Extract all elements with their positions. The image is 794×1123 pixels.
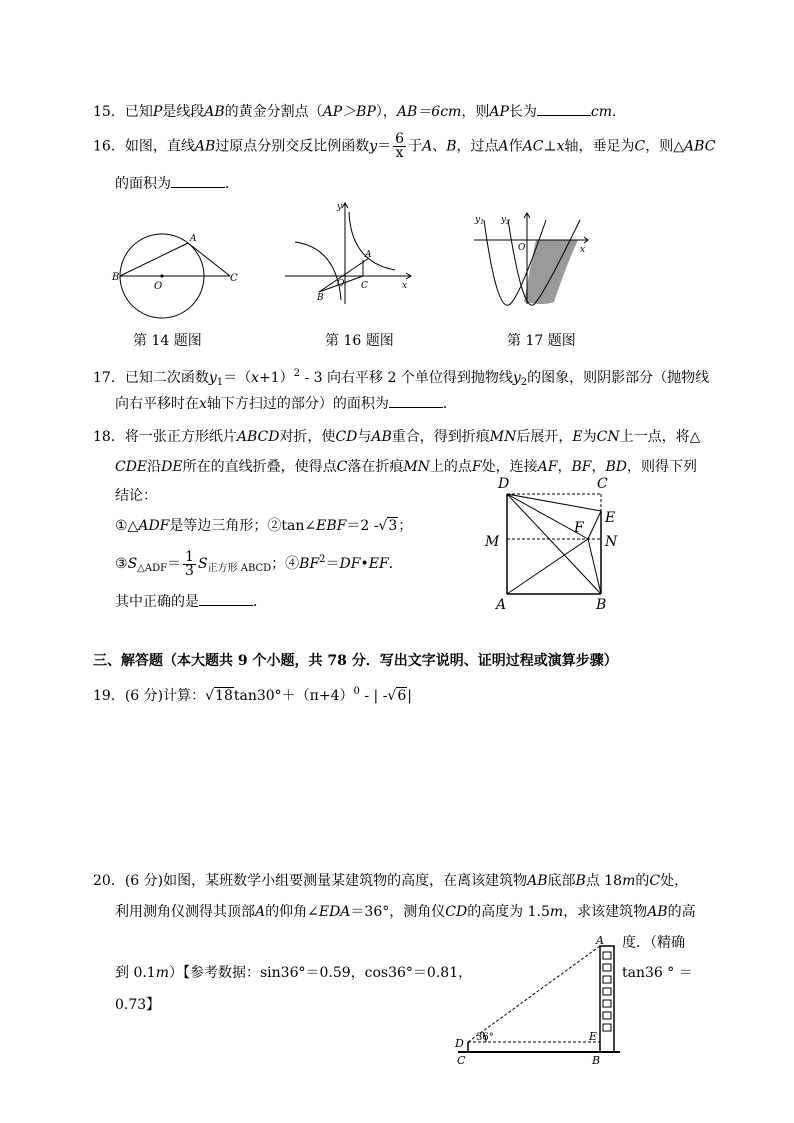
question-19 bbox=[93, 682, 412, 706]
text: 长为 bbox=[508, 104, 537, 120]
var: CD bbox=[445, 904, 468, 920]
sqrt-18: √18 bbox=[205, 688, 233, 704]
text: 点 18 bbox=[585, 873, 623, 889]
label-y1: $y_1$ bbox=[475, 215, 484, 226]
text: - 3 向右平移 2 个单位得到抛物线 bbox=[300, 370, 513, 386]
numerator: 1 bbox=[185, 548, 194, 565]
var: DF bbox=[339, 556, 361, 572]
text: 为 bbox=[582, 429, 597, 445]
var: S bbox=[197, 556, 208, 572]
subscript: 2 bbox=[520, 377, 528, 388]
label-c: C bbox=[230, 273, 238, 284]
label-b: B bbox=[596, 597, 607, 613]
text: 如图，某班数学小组要测量某建筑物的高度，在离该建筑物 bbox=[163, 873, 528, 889]
label-f: F bbox=[574, 520, 584, 536]
var: y bbox=[208, 370, 217, 386]
label-b: B bbox=[112, 272, 120, 283]
label-d: D bbox=[498, 476, 510, 492]
hyperbola-branch-2 bbox=[295, 242, 341, 300]
label-y: y bbox=[337, 202, 343, 212]
center-dot bbox=[160, 274, 163, 277]
text: 上的点 bbox=[429, 459, 472, 475]
label-o: O bbox=[337, 279, 345, 289]
var: MN bbox=[403, 459, 430, 475]
var: CD bbox=[335, 429, 358, 445]
condition: AP＞BP bbox=[322, 104, 376, 120]
text: ，求该建筑物 bbox=[563, 904, 648, 920]
figure-20 bbox=[452, 936, 624, 1068]
question-18-conclusions-3-4 bbox=[115, 545, 403, 584]
segment-af bbox=[507, 539, 588, 594]
subscript: △ADF bbox=[137, 563, 168, 574]
sight-line-da bbox=[468, 946, 600, 1042]
var-p: P bbox=[152, 104, 163, 120]
text: 已知二次函数 bbox=[124, 370, 209, 386]
superscript: 0 bbox=[353, 686, 360, 697]
text: ． bbox=[225, 176, 239, 192]
building bbox=[600, 946, 614, 1052]
label-a: A bbox=[596, 934, 604, 947]
text: ， bbox=[591, 459, 606, 475]
question-16-line2 bbox=[115, 173, 239, 194]
var: C bbox=[634, 138, 646, 155]
subscript: 正方形 ABCD bbox=[207, 563, 272, 574]
answer-blank[interactable] bbox=[171, 173, 225, 188]
radicand: 18 bbox=[215, 688, 233, 704]
label-m: M bbox=[485, 534, 500, 550]
segment-bf bbox=[588, 539, 601, 594]
label-a: A bbox=[190, 234, 197, 244]
text: ，则△ bbox=[645, 138, 685, 155]
text: 、 bbox=[432, 138, 447, 155]
figure-18 bbox=[484, 476, 624, 616]
radicand: 6 bbox=[397, 688, 407, 704]
var: E bbox=[572, 429, 583, 445]
var: BF bbox=[299, 556, 320, 572]
var: AB bbox=[527, 873, 548, 889]
text: • bbox=[360, 556, 369, 572]
unit: m bbox=[549, 904, 564, 920]
text: 处，连接 bbox=[481, 459, 538, 475]
text: 所在的直线折叠，使得点 bbox=[182, 459, 337, 475]
var: AB bbox=[371, 429, 392, 445]
var: y bbox=[369, 138, 378, 155]
question-18 bbox=[93, 427, 700, 447]
question-20-line4 bbox=[115, 963, 472, 983]
text: 已知 bbox=[124, 104, 153, 120]
question-number: 19． bbox=[93, 688, 125, 704]
label-e: E bbox=[589, 1030, 598, 1043]
caption-fig14: 第 14 题图 bbox=[133, 333, 202, 349]
text: ． bbox=[388, 556, 403, 572]
text: 后展开， bbox=[516, 429, 573, 445]
text: 落在折痕 bbox=[347, 459, 404, 475]
var: CDE bbox=[115, 459, 148, 475]
label-c: C bbox=[597, 476, 608, 492]
text: 轴下方扫过的部分）的面积为 bbox=[206, 396, 389, 412]
label-b: B bbox=[317, 293, 324, 303]
question-18-conclusions-1-2 bbox=[115, 516, 412, 536]
var: AC bbox=[522, 138, 544, 155]
score: (6 分) bbox=[124, 688, 164, 704]
section-3-title: 三、解答题（本大题共 9 个小题，共 78 分．写出文字说明、证明过程或演算步骤） bbox=[93, 653, 618, 669]
text: 底部 bbox=[547, 873, 576, 889]
text: ＝ bbox=[325, 556, 340, 572]
text: 其中正确的是 bbox=[115, 594, 199, 610]
windows bbox=[603, 952, 611, 1031]
text: +1） bbox=[259, 370, 294, 386]
text: ＝ bbox=[377, 138, 392, 155]
question-number: 16． bbox=[93, 138, 125, 155]
var: C bbox=[336, 459, 348, 475]
var: F bbox=[471, 459, 482, 475]
unit: m bbox=[155, 965, 169, 981]
label-n: N bbox=[605, 534, 618, 550]
var: EF bbox=[368, 556, 389, 572]
angle-label: 36° bbox=[476, 1032, 494, 1043]
var: S bbox=[127, 556, 138, 572]
text: 计算： bbox=[163, 688, 206, 704]
var: MN bbox=[489, 429, 517, 445]
var: x bbox=[199, 396, 207, 412]
var: DE bbox=[161, 459, 183, 475]
question-20 bbox=[93, 871, 688, 891]
question-20-line3: 度．（精确 bbox=[622, 935, 685, 951]
text: 的高 bbox=[667, 904, 696, 920]
label-o: O bbox=[518, 243, 526, 253]
text: ，过点 bbox=[456, 138, 499, 155]
var: A bbox=[255, 904, 266, 920]
numerator: 6 bbox=[395, 131, 405, 147]
var: A bbox=[498, 138, 509, 155]
caption-fig17: 第 17 题图 bbox=[507, 333, 576, 349]
text: ）， bbox=[375, 104, 397, 120]
text: ⊥ bbox=[543, 138, 557, 155]
diagonal-bd bbox=[507, 494, 601, 594]
text: 是线段 bbox=[162, 104, 205, 120]
text: 的仰角∠ bbox=[265, 904, 319, 920]
var: ABC bbox=[684, 138, 716, 155]
text: tan30°＋（π+4） bbox=[233, 688, 354, 704]
superscript: 2 bbox=[319, 554, 326, 565]
question-number: 15． bbox=[93, 104, 125, 120]
figure-14 bbox=[110, 234, 250, 325]
score: (6 分) bbox=[124, 873, 164, 889]
label-c: C bbox=[361, 281, 368, 291]
label-d: D bbox=[455, 1037, 464, 1050]
unit: cm bbox=[590, 104, 612, 120]
var: B bbox=[446, 138, 457, 155]
text: ③ bbox=[115, 556, 128, 572]
var-ap: AP bbox=[489, 104, 509, 120]
text: 的图象，则阴影部分（抛物线 bbox=[527, 370, 710, 386]
figure-16 bbox=[285, 200, 415, 305]
text: 于 bbox=[408, 138, 423, 155]
label-a: A bbox=[365, 250, 372, 260]
question-number: 17． bbox=[93, 370, 125, 386]
label-b: B bbox=[592, 1054, 601, 1067]
segment-fe bbox=[588, 511, 601, 539]
text: 将一张正方形纸片 bbox=[124, 429, 237, 445]
question-18-answer bbox=[115, 591, 267, 612]
var: y bbox=[512, 370, 521, 386]
question-18-line3: 结论： bbox=[115, 488, 157, 504]
text: - | - bbox=[359, 688, 388, 704]
text: ；④ bbox=[271, 556, 300, 572]
var: C bbox=[649, 873, 661, 889]
tangent-ac bbox=[188, 243, 230, 276]
fraction bbox=[183, 548, 196, 579]
text: 利用测角仪测得其顶部 bbox=[115, 904, 255, 920]
var: EDA bbox=[318, 904, 351, 920]
text: ）【参考数据：sin36°＝0.59，cos36°＝0.81， bbox=[169, 965, 473, 981]
text: ． bbox=[442, 396, 457, 412]
var: ABCD bbox=[236, 429, 280, 445]
text: 的高度为 1.5 bbox=[467, 904, 550, 920]
subscript: 1 bbox=[216, 377, 224, 388]
answer-blank[interactable] bbox=[389, 393, 443, 408]
var: B bbox=[575, 873, 586, 889]
text: ＝2 - bbox=[346, 518, 379, 534]
label-a: A bbox=[496, 597, 507, 613]
text: 沿 bbox=[147, 459, 162, 475]
sqrt-6: √6 bbox=[387, 688, 407, 704]
text: ，则得下列 bbox=[627, 459, 697, 475]
label-x: x bbox=[402, 281, 408, 291]
var: BD bbox=[605, 459, 627, 475]
given-length: AB＝6cm bbox=[396, 104, 462, 120]
question-number: 18． bbox=[93, 429, 125, 445]
shaded-region bbox=[524, 240, 578, 304]
text: 的面积为 bbox=[115, 176, 171, 192]
figure-17 bbox=[474, 212, 592, 304]
label-c: C bbox=[457, 1054, 466, 1067]
superscript: 2 bbox=[293, 368, 301, 379]
question-20-line5: 0.73】 bbox=[115, 997, 161, 1013]
var: ADF bbox=[138, 518, 170, 534]
denominator: 3 bbox=[185, 562, 194, 579]
label-o: O bbox=[154, 281, 163, 292]
fraction bbox=[393, 133, 406, 160]
text: 与 bbox=[357, 429, 372, 445]
text: ＝ bbox=[167, 556, 182, 572]
answer-blank[interactable] bbox=[537, 101, 591, 116]
text: 轴，垂足为 bbox=[564, 138, 635, 155]
text: ＝（ bbox=[223, 370, 252, 386]
var: AF bbox=[537, 459, 558, 475]
text: 作 bbox=[508, 138, 523, 155]
text: ； bbox=[398, 518, 413, 534]
text: 重合，得到折痕 bbox=[391, 429, 490, 445]
question-16 bbox=[93, 133, 715, 160]
question-20-tan: tan36 ° ＝ bbox=[622, 965, 693, 981]
text: 过原点分别交反比例函数 bbox=[215, 138, 370, 155]
var: AB bbox=[647, 904, 668, 920]
var: EBF bbox=[316, 518, 347, 534]
question-15 bbox=[93, 101, 626, 122]
text: 的黄金分割点（ bbox=[224, 104, 323, 120]
text: 处， bbox=[660, 873, 689, 889]
var: BF bbox=[571, 459, 592, 475]
question-17 bbox=[93, 364, 709, 393]
text: ①△ bbox=[115, 518, 139, 534]
text: 向右平移时在 bbox=[115, 396, 199, 412]
text: ， bbox=[557, 459, 572, 475]
var-ab: AB bbox=[204, 104, 225, 120]
answer-blank[interactable] bbox=[199, 591, 253, 606]
hyperbola-branch-1 bbox=[349, 212, 395, 270]
text: ． bbox=[253, 594, 267, 610]
text: ． bbox=[611, 104, 626, 120]
caption-fig16: 第 16 题图 bbox=[325, 333, 394, 349]
question-number: 20． bbox=[93, 873, 125, 889]
text: | bbox=[407, 688, 412, 704]
var: AB bbox=[194, 138, 216, 155]
unit: m bbox=[622, 873, 636, 889]
text: 是等边三角形；②tan∠ bbox=[169, 518, 317, 534]
sqrt: √3 bbox=[378, 518, 398, 534]
text: ＝36°，测角仪 bbox=[350, 904, 446, 920]
label-y2: $y_2$ bbox=[501, 215, 510, 226]
text: ，则 bbox=[461, 104, 490, 120]
var: x bbox=[556, 138, 565, 155]
text: 的 bbox=[635, 873, 650, 889]
question-17-line2 bbox=[115, 393, 457, 414]
text: 如图，直线 bbox=[124, 138, 195, 155]
text: 对折，使 bbox=[279, 429, 336, 445]
text: 到 0.1 bbox=[115, 965, 156, 981]
question-20-line2 bbox=[115, 902, 696, 922]
var: CN bbox=[596, 429, 620, 445]
radicand: 3 bbox=[388, 518, 398, 534]
question-18-line2 bbox=[115, 457, 697, 477]
var: x bbox=[251, 370, 260, 386]
label-e: E bbox=[605, 510, 616, 526]
denominator: x bbox=[395, 145, 404, 161]
var: A bbox=[422, 138, 433, 155]
text: 上一点，将△ bbox=[619, 429, 701, 445]
label-x: x bbox=[580, 245, 586, 255]
